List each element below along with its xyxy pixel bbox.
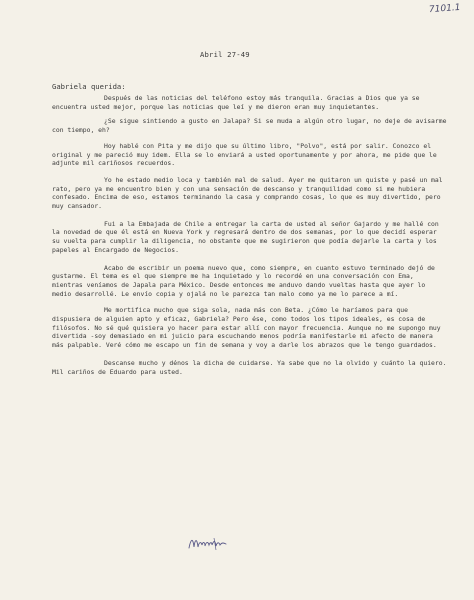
archive-mark: 7101.1 bbox=[428, 2, 461, 16]
paragraph-4: Yo he estado medio loca y también mal de salud. Ayer me quitaron un quiste y pasé un mal rato, pero ya me encuentro bien y con una sensación de descanso y tranquilidad como si me hubiera confesado. Encima de eso, estamos terminando la casa y comprando cosas, lo que es muy divertido, pero muy cansador. bbox=[52, 175, 443, 211]
paragraph-1: Después de las noticias del teléfono estoy más tranquila. Gracias a Dios que ya se encuentra usted mejor, porque las noticias que leí y me dieron eran muy inquietantes. bbox=[52, 94, 420, 111]
salutation: Gabriela querida: bbox=[52, 82, 126, 91]
paragraph-3: Hoy hablé con Pita y me dijo que su último libro, "Polvo", está por salir. Conozco el original y me pareció muy idem. Ella se lo enviará a usted oportunamente y por ahora, me pide que le adjunte mil cariñosos recuerdos. bbox=[52, 141, 437, 168]
paragraph-6: Acabo de escribir un poema nuevo que, como siempre, en cuanto estuvo terminado dejó de gustarme. El tema es el que siempre me ha inquietado y lo recordé en una conversación con Ema, mientras veníamos de Japala para México. Desde entonces me anduvo dando vueltas hasta que ayer lo medio desarrollé. Le envío copia y ojalá no le parezca tan malo como ya me lo parece a mí. bbox=[52, 263, 435, 298]
paragraph-7: Me mortifica mucho que siga sola, nada más con Beta. ¿Cómo le haríamos para que dispusiera de alguien apto y eficaz, Gabriela? Pero ése, como todos los tipos ideales, es cosa de filósofos. No sé qué quisiera yo hacer para estar allí con mayor frecuencia. Aunque no me supongo muy divertida -soy demasiado en mi juicio para escuchando menos podría manifestarle mi afecto de manera más palpable. Veré cómo me escapo un fin de semana y voy a darle los abrazos que le tengo guardados. bbox=[52, 306, 441, 350]
letter-date: Abril 27-49 bbox=[200, 50, 250, 59]
paragraph-8: Descanse mucho y dénos la dicha de cuidarse. Ya sabe que no la olvido y cuánto la quiero. Mil cariños de Eduardo para usted. bbox=[52, 358, 447, 376]
letter-body bbox=[52, 94, 447, 384]
paragraph-5: Fui a la Embajada de Chile a entregar la carta de usted al señor Gajardo y me hallé con la novedad de que él está en Nueva York y regresará dentro de dos semanas, por lo que decidí esperar su vuelta para cumplir la diligencia, no obstante que me sugirieron que podía dejarle la carta y los papeles al Encargado de Negocios. bbox=[52, 219, 439, 254]
paragraph-2: ¿Se sigue sintiendo a gusto en Jalapa? Si se muda a algún otro lugar, no deje de avisarme con tiempo, eh? bbox=[52, 117, 447, 135]
handwritten-signature bbox=[186, 532, 230, 554]
